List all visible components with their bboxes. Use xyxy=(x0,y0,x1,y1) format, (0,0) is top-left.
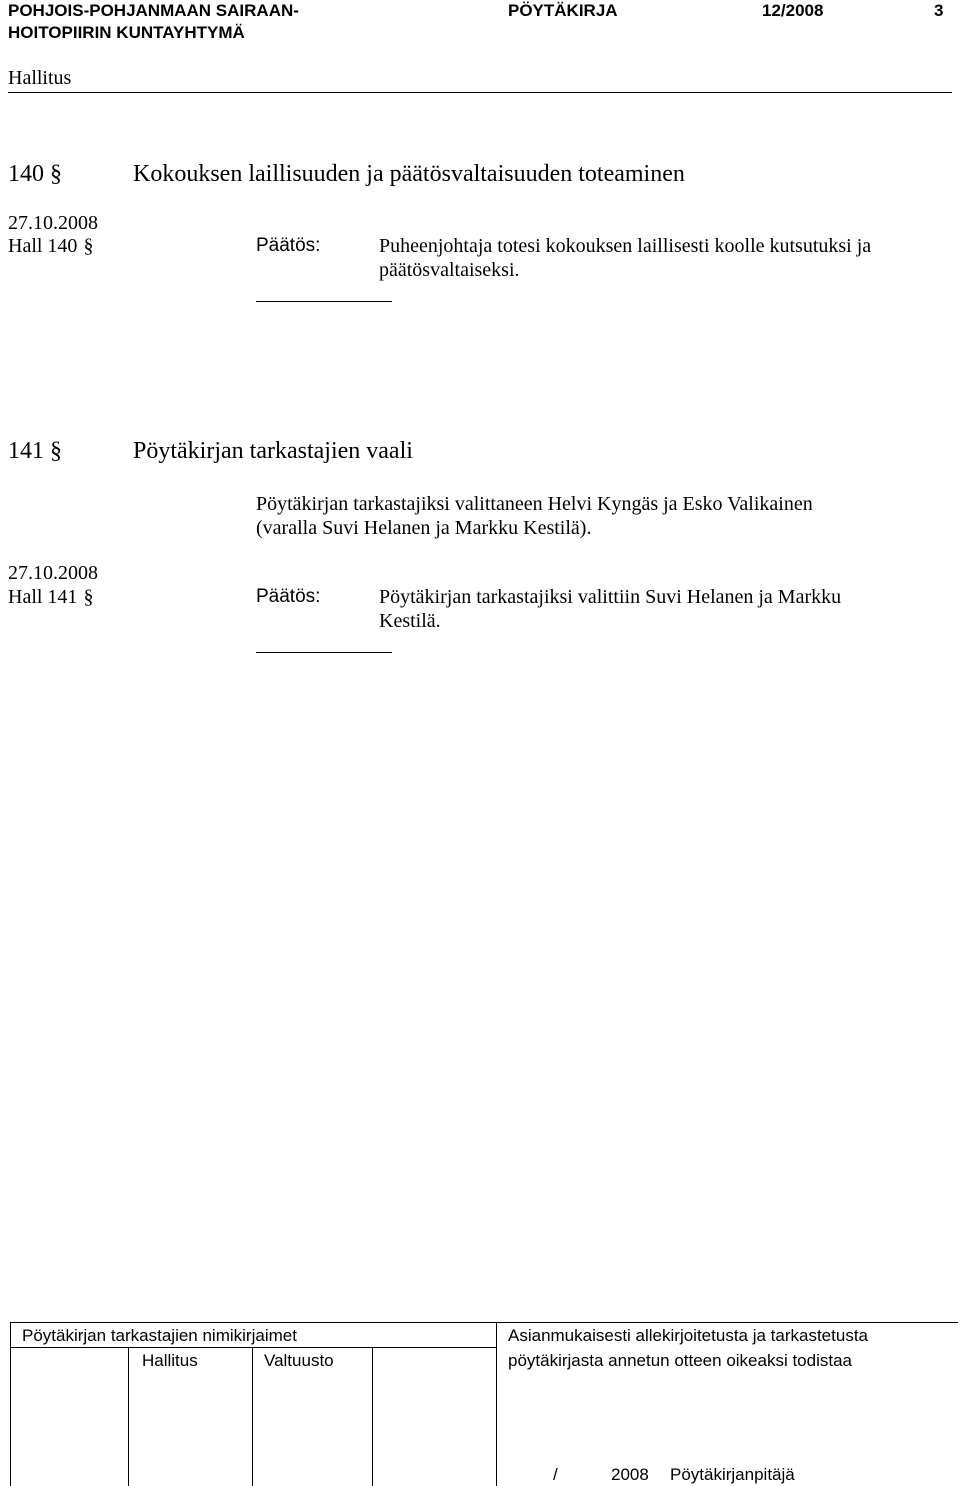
section-140-date: 27.10.2008 xyxy=(8,212,98,234)
footer-top-rule-right xyxy=(496,1322,958,1323)
section-140-decision-label: Päätös: xyxy=(256,235,321,256)
certification-line2: pöytäkirjasta annetun otteen oikeaksi todistaa xyxy=(508,1351,853,1370)
section-141-title: Pöytäkirjan tarkastajien vaali xyxy=(133,438,413,464)
section-140-title: Kokouksen laillisuuden ja päätösvaltaisuuden toteaminen xyxy=(133,161,685,187)
section-141-number: 141 § xyxy=(8,438,62,464)
footer-top-rule-left xyxy=(10,1322,496,1323)
footer-left-border xyxy=(10,1322,11,1486)
signature-year: 2008 xyxy=(611,1465,649,1484)
section-sign-icon: § xyxy=(83,586,94,608)
certification-line1: Asianmukaisesti allekirjoitetusta ja tarkastetusta xyxy=(508,1326,868,1345)
board-name: Hallitus xyxy=(8,67,72,89)
section-140-decision-line1: Puheenjohtaja totesi kokouksen laillisesti koolle kutsutuksi ja xyxy=(379,235,872,257)
footer-col-divider-4 xyxy=(496,1322,497,1486)
section-sign-icon: § xyxy=(50,438,62,464)
section-140-ref: Hall 140 § xyxy=(8,235,94,257)
doc-type: PÖYTÄKIRJA xyxy=(508,1,618,20)
section-sign-icon: § xyxy=(50,161,62,187)
section-141-decision-line1: Pöytäkirjan tarkastajiksi valittiin Suvi Helanen ja Markku xyxy=(379,586,842,608)
org-name-line1: POHJOIS-POHJANMAAN SAIRAAN- xyxy=(8,1,299,20)
section-140-decision-line2: päätösvaltaiseksi. xyxy=(379,259,520,281)
footer-col-divider-1 xyxy=(128,1347,129,1486)
footer-col-divider-3 xyxy=(372,1347,373,1486)
section-141-decision-label: Päätös: xyxy=(256,586,321,607)
section-141-ref: Hall 141 § xyxy=(8,586,94,608)
section-140-number: 140 § xyxy=(8,161,62,187)
footer-heading-rule xyxy=(10,1347,496,1348)
section-141-decision-line2: Kestilä. xyxy=(379,610,441,632)
signature-date-slash: / xyxy=(553,1465,558,1484)
signer-title: Pöytäkirjanpitäjä xyxy=(670,1465,795,1484)
section-141-end-rule xyxy=(256,652,392,653)
page-number: 3 xyxy=(934,1,944,20)
footer-col-divider-2 xyxy=(252,1347,253,1486)
section-sign-icon: § xyxy=(83,235,94,257)
section-141-intro-line2: (varalla Suvi Helanen ja Markku Kestilä). xyxy=(256,517,592,539)
section-141-intro-line1: Pöytäkirjan tarkastajiksi valittaneen Helvi Kyngäs ja Esko Valikainen xyxy=(256,493,813,515)
header-rule xyxy=(8,92,952,93)
section-140-end-rule xyxy=(256,301,392,302)
doc-number: 12/2008 xyxy=(762,1,824,20)
initials-col-hallitus: Hallitus xyxy=(142,1351,198,1370)
initials-heading: Pöytäkirjan tarkastajien nimikirjaimet xyxy=(22,1326,297,1345)
section-141-date: 27.10.2008 xyxy=(8,562,98,584)
initials-col-valtuusto: Valtuusto xyxy=(264,1351,334,1370)
org-name-line2: HOITOPIIRIN KUNTAYHTYMÄ xyxy=(8,23,245,42)
